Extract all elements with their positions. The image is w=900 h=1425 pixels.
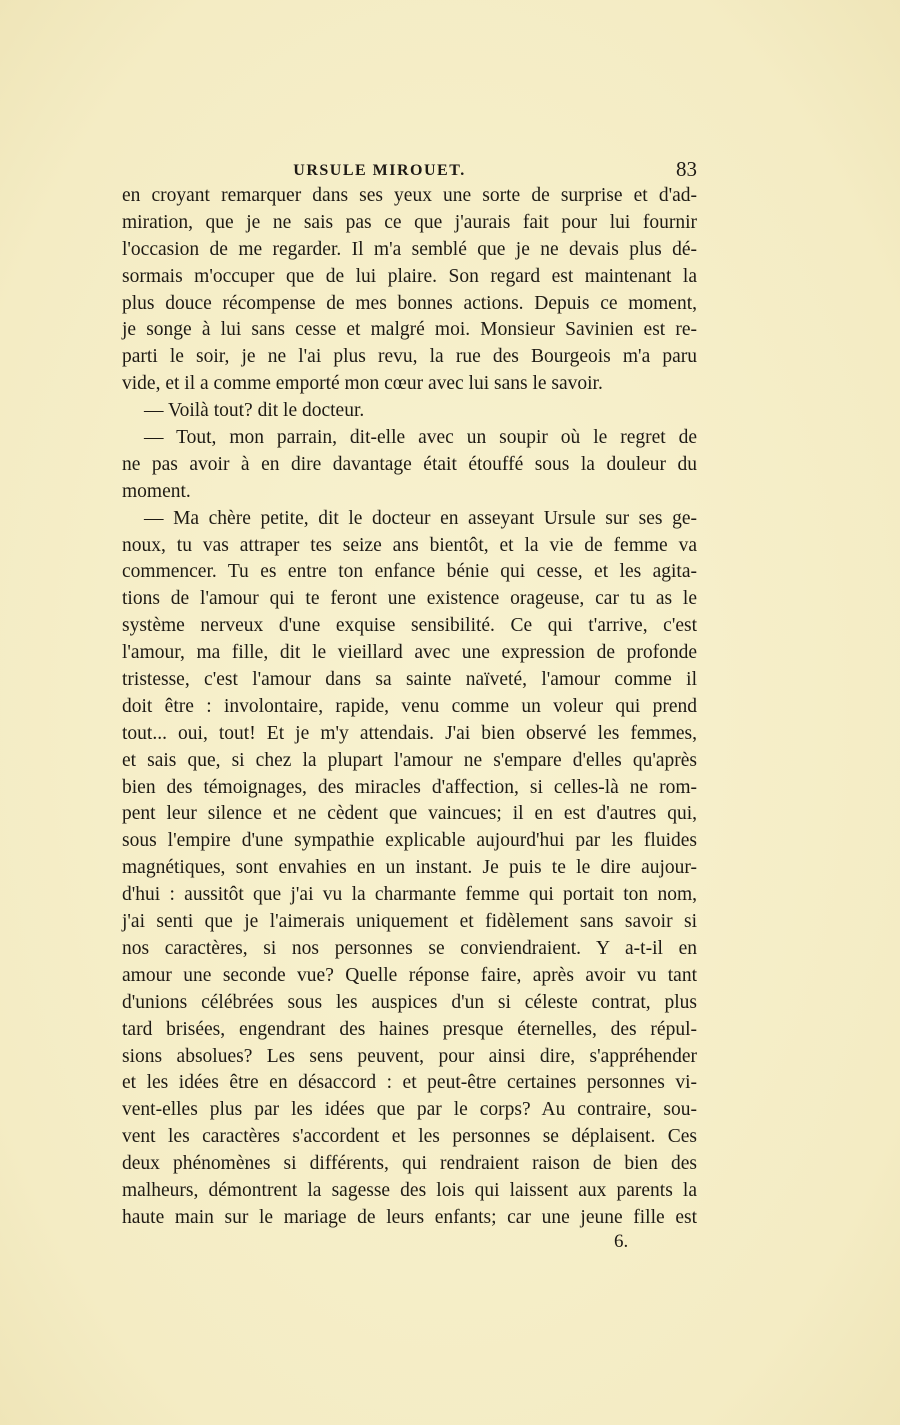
text-line: sions absolues? Les sens peuvent, pour ainsi dire, s'appréhender [122,1045,697,1067]
text-line: haute main sur le mariage de leurs enfants; car une jeune fille est [122,1206,697,1228]
text-line: vide, et il a comme emporté mon cœur avec lui sans le savoir. [122,373,603,395]
text-line: — Voilà tout? dit le docteur. [144,400,365,422]
text-line: nos caractères, si nos personnes se conviendraient. Y a-t-il en [122,937,697,959]
text-line: magnétiques, sont envahies en un instant. Je puis te le dire aujour- [122,857,697,879]
text-line: d'unions célébrées sous les auspices d'un si céleste contrat, plus [122,991,697,1013]
text-line: tions de l'amour qui te feront une existence orageuse, car tu as le [122,588,697,610]
text-line: deux phénomènes si différents, qui rendraient raison de bien des [122,1153,697,1175]
text-line: amour une seconde vue? Quelle réponse faire, après avoir vu tant [122,964,697,986]
text-line: sous l'empire d'une sympathie explicable aujourd'hui par les fluides [122,830,697,852]
text-line: vent-elles plus par les idées que par le corps? Au contraire, sou- [122,1099,697,1121]
text-line: pent leur silence et ne cèdent que vaincues; il en est d'autres qui, [122,803,697,825]
text-line: doit être : involontaire, rapide, venu comme un voleur qui prend [122,695,697,717]
text-line: bien des témoignages, des miracles d'affection, si celles-là ne rom- [122,776,697,798]
text-line: j'ai senti que je l'aimerais uniquement et fidèlement sans savoir si [122,911,697,933]
text-line: noux, tu vas attraper tes seize ans bientôt, et la vie de femme va [122,534,697,556]
text-line: et les idées être en désaccord : et peut-être certaines personnes vi- [122,1072,697,1094]
text-line: sormais m'occuper que de lui plaire. Son regard est maintenant la [122,265,697,287]
text-line: commencer. Tu es entre ton enfance bénie qui cesse, et les agita- [122,561,697,583]
text-line: plus douce récompense de mes bonnes actions. Depuis ce moment, [122,292,697,314]
page-header [122,157,697,185]
text-line: en croyant remarquer dans ses yeux une sorte de surprise et d'ad- [122,185,697,206]
text-line: système nerveux d'une exquise sensibilité. Ce qui t'arrive, c'est [122,615,697,637]
text-line: malheurs, démontrent la sagesse des lois qui laissent aux parents la [122,1179,697,1201]
text-line: je songe à lui sans cesse et malgré moi. Monsieur Savinien est re- [122,319,697,341]
text-line: — Tout, mon parrain, dit-elle avec un soupir où le regret de [144,427,697,449]
signature-mark: 6. [614,1231,629,1252]
text-line: — Ma chère petite, dit le docteur en asseyant Ursule sur ses ge- [144,507,697,529]
page-number: 83 [676,157,697,181]
text-line: l'amour, ma fille, dit le vieillard avec une expression de profonde [122,642,697,664]
text-line: ne pas avoir à en dire davantage était étouffé sous la douleur du [122,453,697,475]
text-line: tout... oui, tout! Et je m'y attendais. J'ai bien observé les femmes, [122,722,697,744]
text-line: tristesse, c'est l'amour dans sa sainte naïveté, l'amour comme il [122,669,697,691]
text-line: parti le soir, je ne l'ai plus revu, la rue des Bourgeois m'a paru [122,346,697,368]
text-line: moment. [122,480,191,502]
text-line: d'hui : aussitôt que j'ai vu la charmante femme qui portait ton nom, [122,884,697,906]
text-line: et sais que, si chez la plupart l'amour ne s'empare d'elles qu'après [122,749,697,771]
text-line: l'occasion de me regarder. Il m'a semblé que je ne devais plus dé- [122,238,697,260]
running-title: URSULE MIROUET. [293,162,466,179]
body-text [122,183,697,1232]
text-line: miration, que je ne sais pas ce que j'aurais fait pour lui fournir [122,211,697,233]
text-line: tard brisées, engendrant des haines presque éternelles, des répul- [122,1018,697,1040]
text-line: vent les caractères s'accordent et les personnes se déplaisent. Ces [122,1126,697,1148]
